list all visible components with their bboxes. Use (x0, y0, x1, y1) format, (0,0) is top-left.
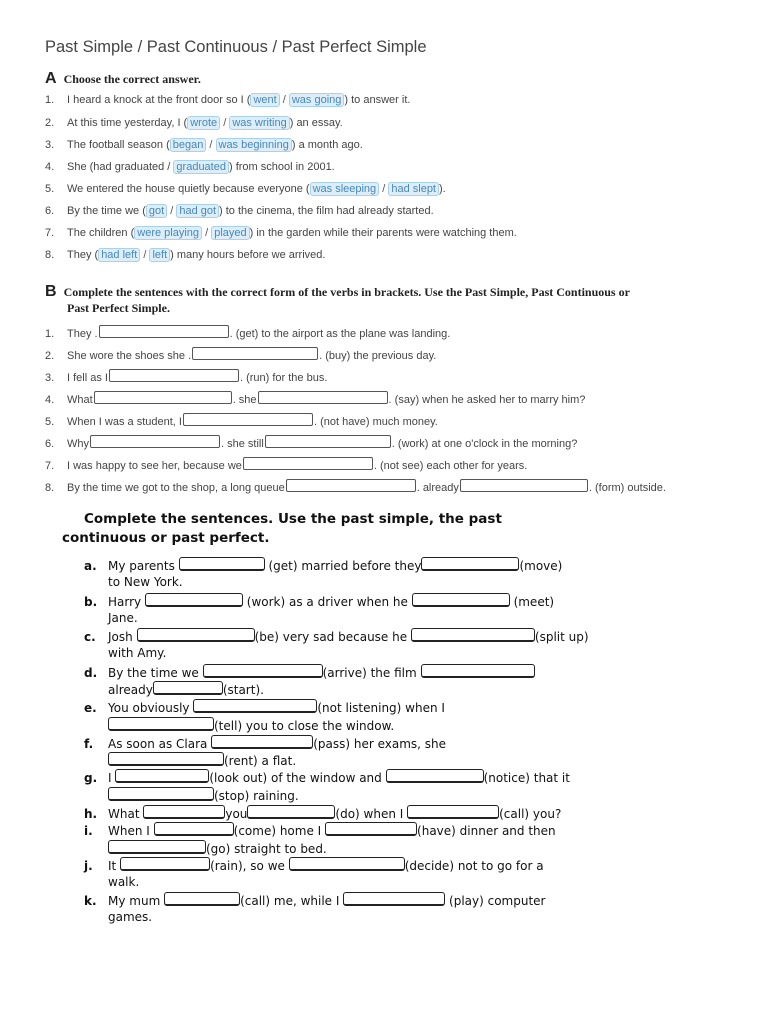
section-c-item-e: e. You obviously (not listening) when I (84, 701, 445, 715)
section-b-item-7: 7. I was happy to see her, because we . (not see) each other for years. (45, 457, 527, 472)
section-a-heading (45, 70, 201, 88)
answer-box[interactable] (109, 369, 239, 382)
section-c-heading-line-2: continuous or past perfect. (62, 530, 270, 546)
section-a-item-7: 7. The children ( were playing / played ) in the garden while their parents were watching them. (45, 227, 517, 239)
section-c-item-a-cont: to New York. (108, 575, 183, 589)
section-c-item-a: a. My parents (get) married before they (move) (84, 559, 563, 573)
answer-box[interactable] (265, 435, 391, 448)
section-a-item-6: 6. By the time we ( got / had got ) to the cinema, the film had already started. (45, 205, 434, 217)
section-a-item-5: 5. We entered the house quietly because everyone ( was sleeping / had slept ). (45, 183, 446, 195)
section-c-item-i: i. When I (come) home I (have) dinner and then (84, 824, 556, 838)
section-a-instruction: Choose the correct answer. (63, 72, 201, 86)
answer-box[interactable] (108, 752, 224, 766)
option-choice[interactable]: went (250, 93, 279, 107)
option-choice[interactable]: was writing (229, 116, 289, 130)
section-a-item-4: 4. She (had graduated / graduated ) from school in 2001. (45, 161, 335, 173)
answer-box[interactable] (411, 628, 535, 642)
answer-box[interactable] (192, 347, 318, 360)
answer-box[interactable] (179, 557, 265, 571)
section-a-letter: A (45, 70, 57, 87)
option-choice[interactable]: had left (98, 248, 140, 262)
answer-box[interactable] (108, 840, 206, 854)
option-choice[interactable]: played (211, 226, 249, 240)
answer-box[interactable] (460, 479, 588, 492)
answer-box[interactable] (120, 857, 210, 871)
answer-box[interactable] (407, 805, 499, 819)
answer-box[interactable] (145, 593, 243, 607)
answer-box[interactable] (94, 391, 232, 404)
answer-box[interactable] (211, 735, 313, 749)
section-c-item-b-cont: Jane. (108, 611, 138, 625)
section-c-item-d-cont: already (start). (108, 683, 264, 697)
answer-box[interactable] (153, 681, 223, 695)
answer-box[interactable] (154, 822, 234, 836)
option-choice[interactable]: were playing (134, 226, 202, 240)
answer-box[interactable] (412, 593, 510, 607)
page-title: Past Simple / Past Continuous / Past Perfect Simple (45, 38, 427, 56)
section-c-item-g-cont: (stop) raining. (108, 787, 299, 803)
option-choice[interactable]: had slept (388, 182, 439, 196)
section-c-item-j-cont: walk. (108, 875, 140, 889)
option-choice[interactable]: began (170, 138, 207, 152)
section-b-instruction-cont: Past Perfect Simple. (67, 301, 170, 315)
answer-box[interactable] (286, 479, 416, 492)
section-b-item-1: 1. They . . (get) to the airport as the plane was landing. (45, 325, 450, 340)
section-c-item-c-cont: with Amy. (108, 646, 167, 660)
section-c-item-h: h. What you (do) when I (call) you? (84, 807, 562, 821)
answer-box[interactable] (108, 787, 214, 801)
section-c-heading-line-1: Complete the sentences. Use the past simple, the past (84, 511, 502, 527)
section-c-item-k-cont: games. (108, 910, 153, 924)
answer-box[interactable] (115, 769, 209, 783)
section-a-item-3: 3. The football season ( began / was beginning ) a month ago. (45, 139, 363, 151)
option-choice[interactable]: was going (289, 93, 345, 107)
option-choice[interactable]: left (149, 248, 170, 262)
answer-box[interactable] (143, 805, 225, 819)
answer-box[interactable] (164, 892, 240, 906)
answer-box[interactable] (90, 435, 220, 448)
section-c-item-b: b. Harry (work) as a driver when he (meet) (84, 595, 555, 609)
answer-box[interactable] (386, 769, 484, 783)
section-a-item-2: 2. At this time yesterday, I ( wrote / was writing ) an essay. (45, 117, 343, 129)
answer-box[interactable] (289, 857, 405, 871)
section-a-item-8: 8. They ( had left / left ) many hours before we arrived. (45, 249, 326, 261)
option-choice[interactable]: graduated (173, 160, 229, 174)
section-c-item-g: g. I (look out) of the window and (notice) that it (84, 771, 570, 785)
answer-box[interactable] (137, 628, 255, 642)
section-c-item-i-cont: (go) straight to bed. (108, 840, 327, 856)
section-b-item-8: 8. By the time we got to the shop, a long queue . already . (form) outside. (45, 479, 666, 494)
answer-box[interactable] (183, 413, 313, 426)
answer-box[interactable] (247, 805, 335, 819)
section-c-item-k: k. My mum (call) me, while I (play) computer (84, 894, 546, 908)
answer-box[interactable] (99, 325, 229, 338)
option-choice[interactable]: was sleeping (310, 182, 380, 196)
section-b-letter: B (45, 283, 57, 300)
answer-box[interactable] (258, 391, 388, 404)
section-c-item-d: d. By the time we (arrive) the film (84, 664, 535, 680)
section-b-item-3: 3. I fell as I . (run) for the bus. (45, 369, 327, 384)
section-a-item-1: 1. I heard a knock at the front door so I ( went / was going ) to answer it. (45, 94, 411, 106)
answer-box[interactable] (193, 699, 317, 713)
section-c-heading (62, 510, 502, 548)
section-b-instruction: Complete the sentences with the correct form of the verbs in brackets. Use the Past Simple, Past Continuous or (63, 285, 630, 299)
answer-box[interactable] (243, 457, 373, 470)
option-choice[interactable]: got (146, 204, 167, 218)
option-choice[interactable]: had got (176, 204, 219, 218)
section-b-item-4: 4. What . she . (say) when he asked her to marry him? (45, 391, 585, 406)
answer-box[interactable] (343, 892, 445, 906)
section-c-item-f: f. As soon as Clara (pass) her exams, she (84, 737, 447, 751)
option-choice[interactable]: wrote (187, 116, 220, 130)
answer-box[interactable] (325, 822, 417, 836)
section-b-heading (45, 284, 630, 316)
section-b-item-2: 2. She wore the shoes she . . (buy) the previous day. (45, 347, 436, 362)
answer-box[interactable] (421, 557, 519, 571)
answer-box[interactable] (108, 717, 214, 731)
section-b-item-6: 6. Why . she still . (work) at one o'clock in the morning? (45, 435, 577, 450)
section-c-item-j: j. It (rain), so we (decide) not to go for a (84, 859, 544, 873)
section-b-item-5: 5. When I was a student, I . (not have) much money. (45, 413, 438, 428)
section-c-item-e-cont: (tell) you to close the window. (108, 717, 394, 733)
option-choice[interactable]: was beginning (216, 138, 292, 152)
section-c-item-f-cont: (rent) a flat. (108, 752, 296, 768)
answer-box[interactable] (421, 664, 535, 678)
answer-box[interactable] (203, 664, 323, 678)
section-c-item-c: c. Josh (be) very sad because he (split up) (84, 630, 589, 644)
